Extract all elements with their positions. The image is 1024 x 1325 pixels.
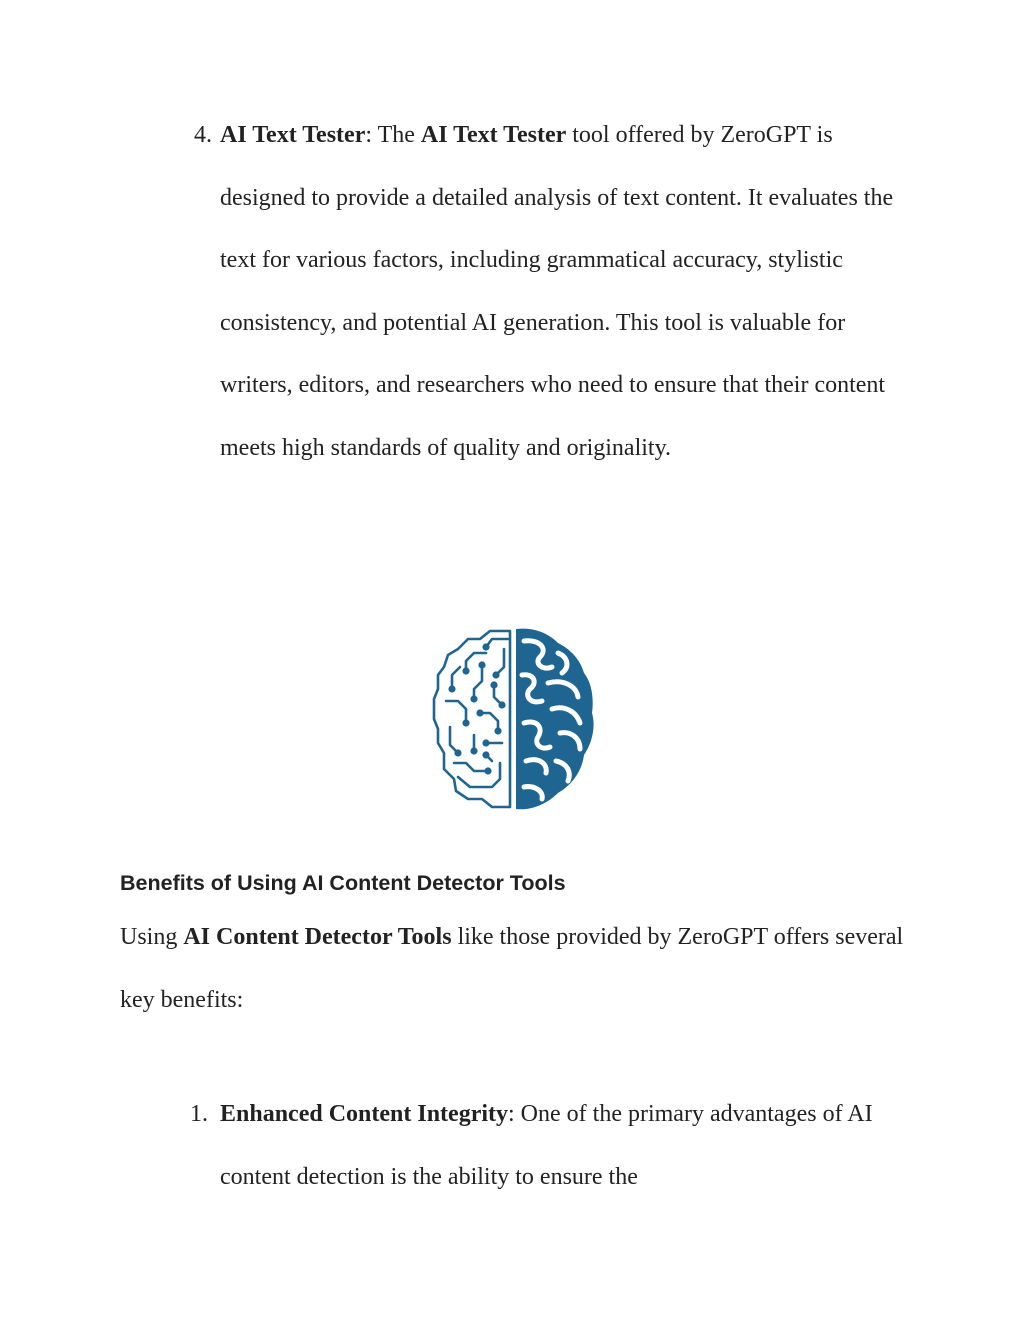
- list-item-text: [220, 104, 920, 479]
- item-description: tool offered by ZeroGPT is designed to provide a detailed analysis of text content. It evaluates the text for various factors, including grammatical accuracy, stylistic consistency, and potential AI generation. This tool is valuable for writers, editors, and researchers who need to ensure that their content meets high standards of quality and originality.: [220, 122, 894, 461]
- section-heading: Benefits of Using AI Content Detector Tools: [120, 871, 566, 895]
- term-enhanced-content-integrity: Enhanced Content Integrity: [220, 1101, 509, 1127]
- term-ai-text-tester: AI Text Tester: [220, 122, 366, 148]
- intro-suffix: like those provided by ZeroGPT offers several key benefits:: [120, 924, 904, 1013]
- list-item-text: [220, 1083, 920, 1208]
- text-separator: : The: [365, 122, 421, 148]
- term-ai-content-detector-tools: AI Content Detector Tools: [183, 924, 452, 950]
- brain-circuit-icon: [430, 627, 596, 811]
- term-ai-text-tester-repeat: AI Text Tester: [420, 122, 567, 148]
- list-marker: 1.: [190, 1101, 208, 1127]
- intro-prefix: Using: [120, 924, 184, 950]
- list-marker: 4.: [194, 122, 212, 148]
- section-intro-paragraph: [120, 906, 920, 1031]
- item-description: : One of the primary advantages of AI content detection is the ability to ensure the: [220, 1101, 873, 1190]
